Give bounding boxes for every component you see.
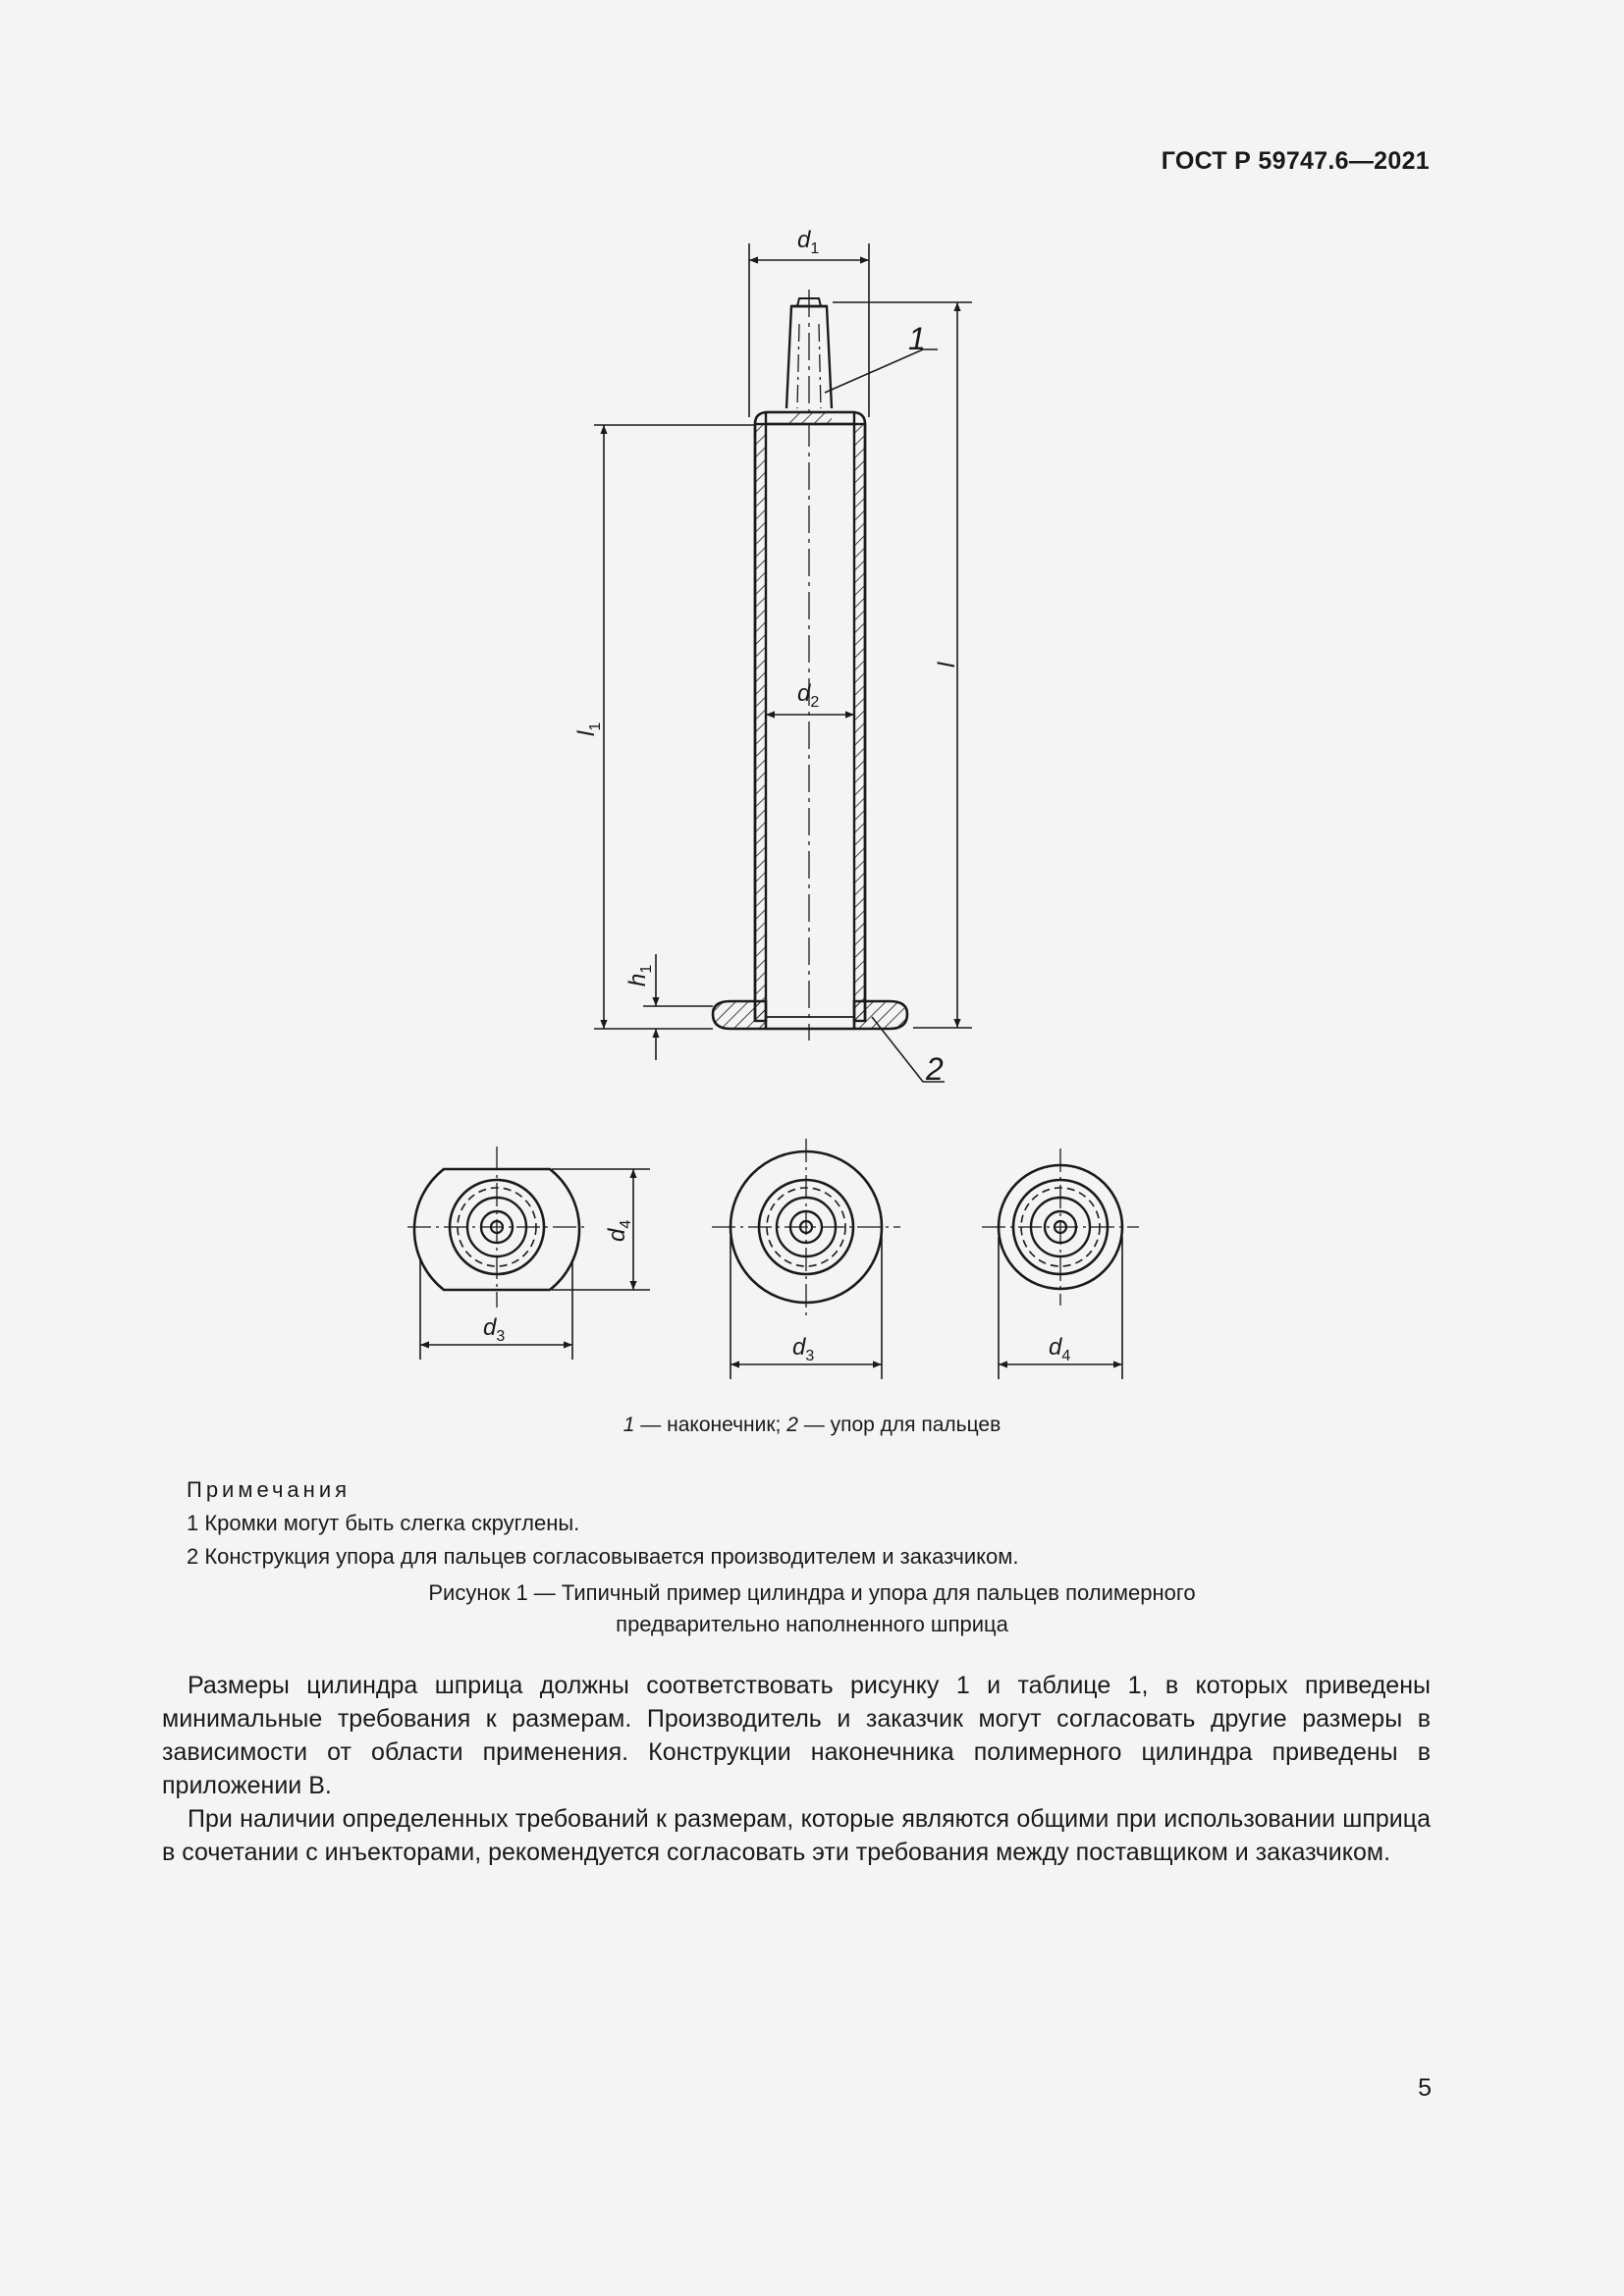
label-d4-b: $d_4$ bbox=[1049, 1334, 1071, 1364]
legend-text-2: — упор для пальцев bbox=[797, 1414, 1001, 1436]
figure-legend bbox=[0, 1414, 1624, 1437]
label-l1: $l_1$ bbox=[573, 721, 604, 736]
legend-number-2: 2 bbox=[786, 1414, 798, 1436]
body-text bbox=[162, 1669, 1431, 1869]
caption-line-2: предварительно наполненного шприца bbox=[616, 1612, 1008, 1636]
paragraph: При наличии определенных требований к размерам, которые являются общими при использовании шприца в сочетании с инъекторами, рекомендуется согласовать эти требования между поставщиком и заказчиком. bbox=[162, 1805, 1431, 1866]
document-code: ГОСТ Р 59747.6—2021 bbox=[1161, 147, 1430, 175]
end-view-labels bbox=[483, 1220, 1070, 1364]
paragraph: Размеры цилиндра шприца должны соответствовать рисунку 1 и таблице 1, в которых приведены минимальные требования к размерам. Производитель и заказчик могут согласовать другие размеры в зависимости от области применения. Конструкции наконечника полимерного цилиндра приведены в приложении В. bbox=[162, 1672, 1431, 1799]
label-l: l bbox=[934, 662, 960, 667]
page-number: 5 bbox=[1418, 2074, 1432, 2102]
note-1: 1 Кромки могут быть слегка скруглены. bbox=[187, 1511, 580, 1535]
note-2: 2 Конструкция упора для пальцев согласовывается производителем и заказчиком. bbox=[187, 1544, 1019, 1569]
label-d3-a: $d_3$ bbox=[483, 1314, 506, 1345]
legend-number-1: 1 bbox=[623, 1414, 635, 1436]
side-view bbox=[594, 243, 972, 1082]
dimension-l1 bbox=[594, 425, 756, 1029]
barrel bbox=[755, 412, 865, 1021]
notes bbox=[187, 1473, 1019, 1574]
caption-line-1: Рисунок 1 — Типичный пример цилиндра и упора для пальцев полимерного bbox=[428, 1580, 1196, 1605]
label-h1: $h_1$ bbox=[624, 964, 655, 987]
label-d3-b: $d_3$ bbox=[792, 1334, 815, 1364]
end-view-round bbox=[712, 1139, 900, 1379]
callout-1: 1 bbox=[908, 321, 926, 356]
label-d2: $d_2$ bbox=[797, 680, 820, 711]
end-view-flattened bbox=[407, 1147, 650, 1360]
figure-caption bbox=[0, 1577, 1624, 1640]
notes-title: Примечания bbox=[187, 1477, 352, 1502]
callout-2: 2 bbox=[926, 1051, 944, 1087]
label-d4-a: $d_4$ bbox=[604, 1219, 634, 1242]
label-d1: $d_1$ bbox=[797, 227, 820, 257]
legend-text-1: — наконечник; bbox=[634, 1414, 787, 1436]
